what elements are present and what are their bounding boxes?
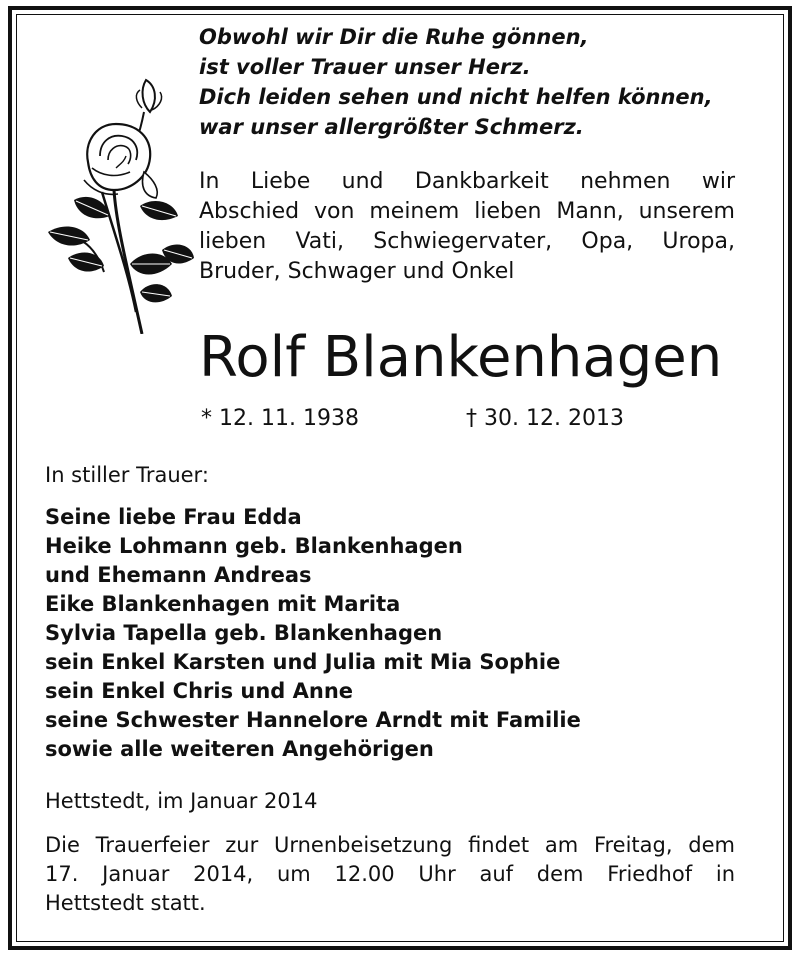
intro-text [199,167,735,287]
intro-line: In Liebe und Dankbarkeit nehmen wir [199,169,735,194]
poem-line: ist voller Trauer unser Herz. [199,55,531,79]
family-member: Eike Blankenhagen mit Marita [45,592,401,616]
family-member: sowie alle weiteren Angehörigen [45,737,434,761]
ceremony-line: 17. Januar 2014, um 12.00 Uhr auf dem Friedhof in [45,862,735,886]
family-member: sein Enkel Karsten und Julia mit Mia Sophie [45,650,561,674]
family-member: Heike Lohmann geb. Blankenhagen [45,534,463,558]
birth-date: * 12. 11. 1938 [201,406,359,431]
rose-icon [44,72,194,334]
mourning-label: In stiller Trauer: [45,463,209,487]
family-member: seine Schwester Hannelore Arndt mit Familie [45,708,581,732]
ceremony-line: Hettstedt statt. [45,891,206,915]
family-member: sein Enkel Chris und Anne [45,679,354,703]
ceremony-info [45,831,735,918]
family-list [45,503,581,764]
death-date: † 30. 12. 2013 [466,406,624,431]
intro-line: lieben Vati, Schwiegervater, Opa, Uropa, [199,229,735,254]
ceremony-line: Die Trauerfeier zur Urnenbeisetzung findet am Freitag, dem [45,833,735,857]
family-member: Seine liebe Frau Edda [45,505,302,529]
family-member: und Ehemann Andreas [45,563,312,587]
family-member: Sylvia Tapella geb. Blankenhagen [45,621,443,645]
poem-line: war unser allergrößter Schmerz. [199,115,584,139]
deceased-name: Rolf Blankenhagen [199,325,723,390]
intro-line: Abschied von meinem lieben Mann, unserem [199,199,735,224]
place-date: Hettstedt, im Januar 2014 [45,789,318,813]
poem-line: Obwohl wir Dir die Ruhe gönnen, [199,25,589,49]
intro-line: Bruder, Schwager und Onkel [199,259,515,284]
poem [199,22,713,142]
poem-line: Dich leiden sehen und nicht helfen können, [199,85,713,109]
